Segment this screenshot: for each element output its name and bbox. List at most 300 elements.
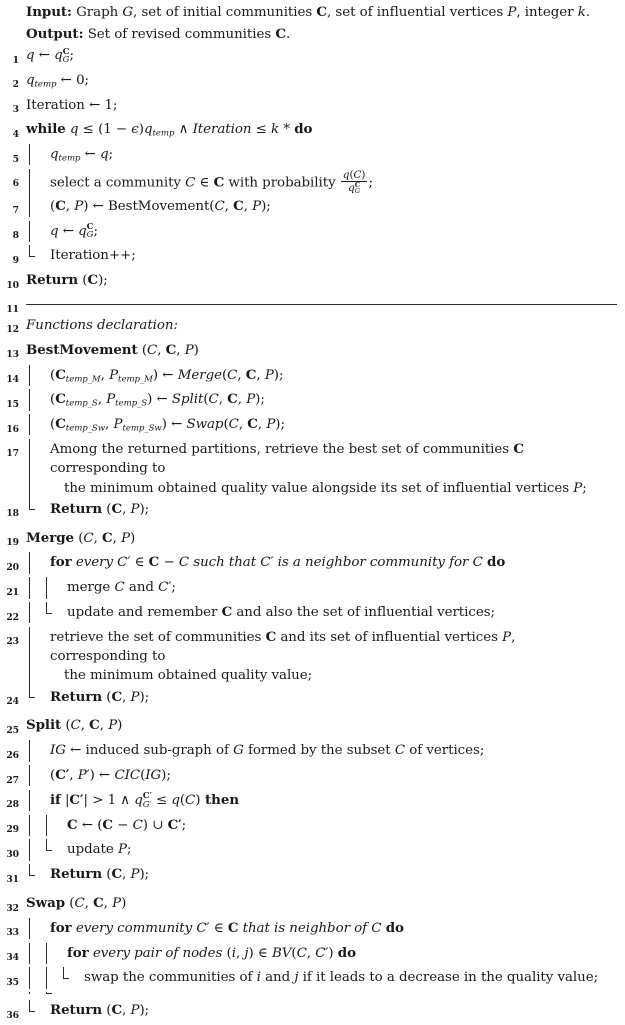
arg-c-prime: C′ (315, 945, 329, 961)
set-communities-2: C (102, 816, 113, 833)
input-label: Input: (26, 4, 72, 20)
line-4-content (26, 119, 617, 140)
code-line-25 (0, 715, 617, 740)
blank-content (60, 992, 617, 994)
line-number: 27 (6, 774, 19, 786)
indent-bar-2-end (43, 992, 60, 994)
param-p: P (112, 896, 122, 912)
param-set-c: C (93, 895, 104, 912)
code-line-20 (0, 552, 617, 577)
line-20-text-2: such that (189, 555, 261, 571)
input-text-5: . (585, 5, 591, 20)
var-c: C (371, 920, 382, 936)
line-10-content (26, 270, 617, 291)
den-sup-c: C (354, 181, 361, 190)
den-sub-g: G (354, 187, 361, 196)
indent-bar-2-end (43, 839, 60, 860)
semicolon: ; (126, 842, 132, 858)
line-35-text-3: if it leads to a decrease in the quality value (298, 970, 594, 986)
comma: , (237, 392, 247, 408)
set-communities: C (111, 500, 123, 517)
line-7-content (43, 196, 617, 217)
set-communities: C (227, 919, 239, 936)
line-number: 24 (6, 696, 19, 708)
assign-arrow: ← (88, 198, 108, 214)
code-line-29 (0, 815, 617, 840)
merge-text: merge (67, 580, 115, 596)
den-q: q (348, 182, 355, 195)
paren-open: ( (102, 689, 112, 705)
line-35-text-1: swap the communities of (84, 970, 257, 986)
var-q-sym: q (78, 223, 87, 239)
line-25-content (26, 715, 617, 736)
param-c: C (147, 342, 158, 358)
line-26-text-3: of vertices (405, 743, 480, 759)
semicolon: ; (103, 273, 108, 289)
var-c-2: C (472, 555, 483, 571)
indent-bar-1 (26, 740, 43, 761)
sub-temp: temp (34, 79, 57, 90)
fn-name-swap: Swap (26, 895, 66, 912)
var-q: q (50, 147, 59, 163)
line-number: 29 (6, 824, 19, 836)
code-line-10 (0, 270, 617, 295)
op-union: ∪ (147, 817, 168, 833)
paren-close: ) (195, 792, 201, 808)
assign-arrow: ← (152, 392, 172, 408)
line-number: 2 (12, 79, 19, 91)
select-text: select a community (50, 175, 186, 191)
semicolon: ; (144, 689, 150, 705)
code-line-4 (0, 119, 617, 144)
semicolon: ; (260, 392, 265, 408)
semicolon: ; (171, 580, 176, 596)
line-number: 5 (12, 153, 19, 165)
set-c-temp-s: C (55, 391, 66, 408)
comma: , (105, 417, 114, 433)
semicolon: ; (593, 970, 599, 986)
paren-open: ( (50, 417, 56, 433)
op-in: ∈ (130, 555, 149, 571)
paren-close: ) (98, 273, 104, 289)
line-33-content (43, 918, 617, 939)
sub-temp-sw: temp_Sw (122, 423, 162, 434)
comma: , (97, 392, 107, 408)
indent-bar-1 (26, 552, 43, 573)
assign-arrow: ← (62, 223, 74, 239)
comma: , (257, 417, 267, 433)
keyword-do: do (337, 944, 356, 961)
line-23-content (43, 627, 617, 687)
var-qtemp: q (143, 122, 153, 138)
line-26-text-2: formed by the subset (243, 743, 395, 759)
keyword-for: for (67, 944, 89, 961)
paren-open: ( (137, 342, 148, 358)
semicolon: ; (266, 198, 271, 214)
indent-bar-2-end (43, 602, 60, 623)
keyword-do: do (385, 919, 404, 936)
sub-temp: temp (58, 153, 81, 164)
var-q: q (26, 72, 35, 88)
args-open: ( (221, 367, 228, 383)
var-p: P (130, 1003, 140, 1019)
line-16-content (43, 414, 617, 435)
input-graph-symbol: G (122, 5, 134, 20)
code-line-21 (0, 577, 617, 602)
code-line-11 (0, 295, 617, 315)
paren-close: ) (138, 122, 144, 138)
indent-bar-1 (26, 144, 43, 165)
line-23-continuation (50, 666, 617, 685)
line-number: 30 (6, 848, 19, 860)
line-9-content (43, 245, 617, 266)
comma: , (157, 342, 166, 358)
line-20-text-1: every (75, 555, 118, 571)
var-c: C (185, 175, 196, 191)
sup-c-prime: C′ (142, 791, 152, 802)
keyword-for: for (50, 919, 72, 936)
paren-close: ) (161, 417, 167, 433)
fn-cic: CIC (114, 768, 141, 784)
set-communities: C (87, 272, 99, 289)
code-line-32 (0, 893, 617, 918)
line-number: 19 (6, 537, 19, 549)
line-1-content (26, 45, 617, 66)
set-communities: C (148, 554, 160, 571)
code-line-36 (0, 1000, 617, 1025)
paren-close: ) (139, 501, 145, 517)
input-text-3: , set of influential vertices (327, 5, 508, 20)
paren-open: ( (78, 273, 88, 289)
set-c-temp-m: C (55, 366, 66, 383)
var-p: P (74, 198, 84, 214)
line-24-content (43, 687, 617, 708)
arg-c: C (296, 945, 307, 961)
var-iteration: Iteration (26, 97, 90, 113)
line-number: 33 (6, 927, 19, 939)
args-close: ) (161, 768, 167, 784)
indent-bar-1 (26, 389, 43, 410)
fn-name-split: Split (26, 717, 62, 734)
line-17-text-1: Among the returned partitions, retrieve the best set of communities (50, 441, 514, 457)
paren-open: ( (50, 367, 56, 383)
comma: , (256, 367, 265, 383)
indent-bar-2 (43, 943, 60, 964)
var-c-prime: C′ (196, 920, 210, 936)
paren-close: ) (142, 817, 148, 833)
semicolon: ; (144, 1003, 150, 1019)
var-c: C (132, 817, 143, 833)
paren-open: ( (50, 768, 56, 784)
paren-close: ) (130, 530, 136, 546)
output-label: Output: (26, 25, 84, 42)
semicolon: ; (112, 97, 118, 113)
line-23-text-2: and its set of influential vertices (276, 629, 503, 645)
comma: , (80, 718, 90, 734)
var-j: j (244, 945, 249, 961)
line-3-content (26, 95, 617, 116)
set-communities: C (55, 197, 66, 214)
semicolon: ; (368, 175, 373, 191)
comma: , (84, 896, 94, 912)
line-number: 17 (6, 448, 19, 460)
sup-c: C (62, 46, 70, 57)
var-p: P (117, 842, 127, 858)
set-c-prime: C′ (167, 816, 182, 833)
line-33-text-1: every community (75, 920, 197, 936)
paren-close: ) (117, 718, 123, 734)
var-iteration: Iteration (192, 122, 252, 138)
code-line-6 (0, 169, 617, 196)
assign-arrow: ← (38, 48, 50, 63)
fn-split: Split (171, 392, 204, 408)
probability-fraction (341, 170, 368, 195)
param-c: C (83, 530, 94, 546)
assign-arrow: ← (166, 417, 187, 433)
line-12-content (26, 315, 617, 336)
line-22-text-1: update and remember (67, 605, 222, 620)
value-zero: 0 (76, 72, 85, 88)
indent-bar-1 (26, 839, 43, 860)
line-number: 26 (6, 749, 19, 761)
arg-set-c: C (247, 416, 258, 433)
paren-open: ( (102, 1003, 112, 1019)
input-text-1: Graph (76, 5, 123, 20)
line-number: 35 (6, 976, 19, 988)
indent-bar-1 (26, 414, 43, 435)
var-p-temp-sw: P (113, 417, 123, 433)
paren-close: ) (248, 945, 254, 961)
code-line-1 (0, 45, 617, 70)
line-18-content (43, 499, 617, 520)
indent-bar-1 (26, 169, 43, 196)
code-line-13 (0, 340, 617, 365)
line-17-text-2: corresponding to (50, 461, 166, 477)
args-open: ( (140, 768, 146, 784)
arg-ig: IG (145, 768, 162, 784)
line-number: 25 (6, 724, 19, 736)
line-17-text-3: the minimum obtained quality value alongside its set of influential vertices (64, 480, 574, 496)
var-p: P (502, 629, 512, 645)
num-c: C (353, 168, 362, 181)
line-6-content (43, 169, 617, 196)
var-i: i (231, 945, 236, 961)
indent-bar-1 (26, 790, 43, 811)
assign-arrow: ← (84, 147, 96, 163)
line-number: 20 (6, 561, 19, 573)
line-number: 6 (12, 178, 19, 190)
indent-bar-1 (26, 196, 43, 217)
op-le: ≤ (151, 792, 172, 808)
var-c: C (114, 580, 125, 596)
code-line-24 (0, 687, 617, 712)
code-line-5 (0, 144, 617, 169)
var-p: P (130, 867, 140, 883)
indent-bar-1 (26, 602, 43, 623)
code-line-35-closure (0, 992, 617, 1000)
sub-g: G (86, 230, 94, 241)
assign-arrow: ← (89, 97, 101, 113)
line-20-content (43, 552, 617, 573)
args-open: ( (223, 417, 229, 433)
line-number: 23 (6, 636, 19, 648)
indent-bar-3-end (60, 967, 77, 988)
line-number: 11 (6, 304, 19, 316)
assign-arrow: ← (60, 72, 72, 88)
indent-bar-1 (26, 365, 43, 386)
var-i: i (256, 970, 261, 986)
line-35-content (77, 967, 617, 988)
fraction-numerator (341, 170, 368, 181)
line-number: 10 (6, 279, 19, 291)
paren-open: ( (102, 867, 112, 883)
line-36-content (43, 1000, 617, 1021)
paren-close: ) (152, 367, 159, 383)
set-communities: C (265, 628, 277, 645)
indent-bar-1 (26, 577, 43, 598)
line-34-content (60, 943, 617, 964)
paren-open: ( (226, 945, 232, 961)
set-communities: C (111, 866, 123, 883)
arg-set-c: C (233, 197, 244, 214)
value-one: 1 (100, 97, 113, 113)
arg-c: C (208, 392, 219, 408)
keyword-return: Return (50, 500, 103, 517)
line-28-content (43, 790, 617, 811)
set-c-temp-sw: C (55, 416, 66, 433)
sub-temp-m: temp_M (65, 373, 101, 384)
paren-open: ( (61, 718, 71, 734)
var-p: P (573, 480, 583, 496)
line-number: 36 (6, 1009, 19, 1021)
indent-bar-1 (26, 918, 43, 939)
semicolon: ; (582, 480, 587, 496)
semicolon: ; (144, 501, 150, 517)
num-paren-open: ( (349, 168, 354, 181)
param-set-c: C (102, 529, 113, 546)
var-p-prime: P′ (77, 768, 90, 784)
set-c-prime: C′ (55, 767, 70, 784)
args-close: ) (261, 198, 267, 214)
line-number: 9 (12, 254, 19, 266)
den-sub-sup (355, 182, 360, 195)
update-text: update (67, 842, 118, 858)
semicolon: ; (307, 668, 313, 684)
code-line-12 (0, 315, 617, 340)
args-close: ) (275, 417, 281, 433)
input-text-2: , set of initial communities (133, 5, 317, 20)
var-p-temp-m: P (109, 367, 119, 383)
paren-open: ( (97, 817, 103, 833)
op-minus: − (159, 555, 179, 571)
code-line-17 (0, 439, 617, 499)
line-35-text-2: and (260, 970, 295, 986)
line-8-content (43, 221, 617, 242)
code-line-31 (0, 864, 617, 889)
args-open: ( (209, 198, 215, 214)
comma: , (69, 768, 78, 784)
indent-bar-1 (26, 765, 43, 786)
var-p-temp-s: P (106, 392, 116, 408)
fn-swap: Swap (186, 417, 224, 433)
keyword-do: do (487, 554, 506, 571)
keyword-return: Return (50, 1002, 103, 1019)
arg-set-c: C (227, 391, 238, 408)
var-p: P (130, 689, 140, 705)
line-number: 21 (6, 586, 19, 598)
line-15-content (43, 389, 617, 410)
line-number: 14 (6, 374, 19, 386)
comma: , (122, 501, 131, 517)
sub-temp: temp (152, 128, 175, 139)
input-text-4: , integer (516, 5, 578, 20)
param-set-c: C (165, 341, 177, 358)
output-communities-symbol: C (275, 25, 286, 42)
fn-name-merge: Merge (26, 529, 75, 546)
line-number: 7 (12, 205, 19, 217)
num-q: q (342, 168, 350, 181)
sub-temp-sw: temp_Sw (65, 423, 106, 434)
op-gt-one: > 1 (92, 792, 121, 808)
line-number-blank (0, 992, 22, 998)
line-number: 34 (6, 952, 19, 964)
paren-open: ( (102, 501, 112, 517)
output-text-2: . (285, 26, 291, 42)
args-close: ) (328, 945, 334, 961)
param-p: P (108, 718, 118, 734)
semicolon: ; (84, 72, 90, 88)
code-line-35 (0, 967, 617, 992)
indent-bar-1 (26, 967, 43, 988)
set-communities: C (221, 604, 233, 620)
var-g: G (233, 743, 244, 759)
line-23-text-4: the minimum obtained quality value (64, 668, 308, 684)
line-19-content (26, 528, 617, 549)
code-line-33 (0, 918, 617, 943)
comma: , (93, 530, 103, 546)
set-c-prime: C′ (69, 791, 84, 808)
paren-open: (1 − (98, 122, 132, 138)
code-line-7 (0, 196, 617, 221)
indent-bar-1 (26, 439, 43, 499)
var-q-of-c: q (171, 792, 180, 808)
paren-close: ) (139, 689, 145, 705)
line-number: 8 (12, 230, 19, 242)
semicolon: ; (479, 743, 485, 759)
fn-name-bestmovement: BestMovement (26, 341, 138, 358)
output-text-1: Set of revised communities (87, 26, 276, 42)
args-close: ) (273, 367, 279, 383)
code-line-28 (0, 790, 617, 815)
probability-text: with probability (224, 175, 340, 191)
var-ig: IG (50, 743, 66, 759)
comma: , (238, 417, 248, 433)
assign-arrow: ← (65, 743, 86, 759)
semicolon: ; (144, 867, 150, 883)
var-q: q (26, 48, 35, 63)
comma: , (99, 718, 109, 734)
var-c: C (178, 555, 190, 571)
code-line-2 (0, 70, 617, 95)
line-26-content (43, 740, 617, 761)
paren-open: ( (74, 530, 84, 546)
fraction-denominator (341, 181, 368, 195)
keyword-return: Return (50, 866, 103, 883)
fn-bestmovement: BestMovement (107, 198, 210, 214)
line-number: 13 (6, 349, 19, 361)
indent-bar-1 (26, 221, 43, 242)
iteration-increment: Iteration++ (50, 248, 132, 264)
